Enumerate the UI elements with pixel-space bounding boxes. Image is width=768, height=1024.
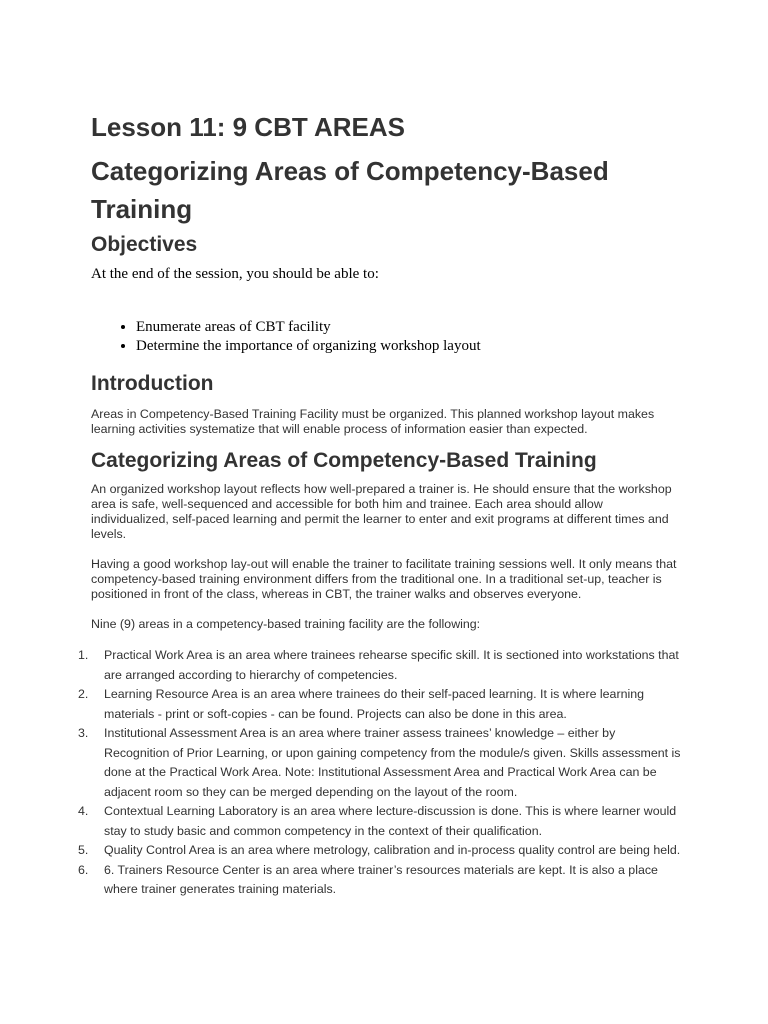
objectives-intro: At the end of the session, you should be able to: — [91, 266, 379, 282]
list-item-number: 6. — [78, 862, 89, 877]
categorizing-heading: Categorizing Areas of Competency-Based Training — [91, 449, 597, 472]
list-item-text: Quality Control Area is an area where metrology, calibration and in-process quality control are being held. — [104, 843, 681, 857]
categorizing-paragraph: An organized workshop layout reflects how well-prepared a trainer is. He should ensure that the workshop area is safe, well-sequenced and accessible for both him and trainee. Each area should allow individualized, self-paced learning and permit the learner to enter and exit programs at different times and levels. — [91, 482, 672, 541]
list-item — [78, 841, 683, 861]
list-item-text: Contextual Learning Laboratory is an area where lecture-discussion is done. This is where learner would stay to study basic and common competency in the context of their qualification. — [104, 804, 677, 838]
list-item-number: 1. — [78, 648, 89, 662]
objectives-heading: Objectives — [91, 233, 198, 256]
categorizing-paragraph: Nine (9) areas in a competency-based training facility are the following: — [91, 617, 481, 631]
list-item — [78, 646, 683, 685]
introduction-heading: Introduction — [91, 372, 214, 395]
objectives-list — [91, 318, 681, 356]
document-page — [78, 108, 681, 900]
list-item-number: 2. — [78, 687, 89, 701]
objective-item: • Determine the importance of organizing workshop layout — [136, 337, 681, 356]
introduction-text: Areas in Competency-Based Training Facility must be organized. This planned workshop layout makes learning activities systematize that will enable process of information easier than expected. — [91, 407, 655, 436]
list-item — [78, 685, 683, 724]
main-title: Categorizing Areas of Competency-Based Training — [91, 156, 609, 224]
lesson-title: Lesson 11: 9 CBT AREAS — [91, 112, 406, 142]
list-item-number: 4. — [78, 804, 89, 818]
list-item — [78, 802, 683, 841]
list-item-number: 3. — [78, 726, 89, 740]
list-item — [78, 724, 683, 802]
list-item-text: 6. Trainers Resource Center is an area where trainer’s resources materials are kept. It is also a place where trainer generates training materials. — [104, 862, 658, 896]
categorizing-paragraph: Having a good workshop lay-out will enable the trainer to facilitate training sessions well. It only means that competency-based training environment differs from the traditional one. In a traditional set-up, teacher is positioned in front of the class, whereas in CBT, the trainer walks and observes everyone. — [91, 557, 677, 601]
list-item — [78, 861, 683, 900]
list-item-number: 5. — [78, 843, 89, 857]
list-item-text: Practical Work Area is an area where trainees rehearse specific skill. It is sectioned into workstations that are arranged according to hierarchy of competencies. — [104, 648, 679, 682]
objective-item: • Enumerate areas of CBT facility — [136, 318, 681, 337]
list-item-text: Institutional Assessment Area is an area where trainer assess trainees’ knowledge – either by Recognition of Prior Learning, or upon gaining competency from the module/s given. Skills assessment is done at the Practical Work Area. Note: Institutional Assessment Area and Practical Work Area can be adjacent room so they can be merged depending on the layout of the room. — [104, 726, 681, 799]
cbt-areas-list — [78, 646, 683, 900]
list-item-text: Learning Resource Area is an area where trainees do their self-paced learning. It is where learning materials - print or soft-copies - can be found. Projects can also be done in this area. — [104, 687, 644, 721]
